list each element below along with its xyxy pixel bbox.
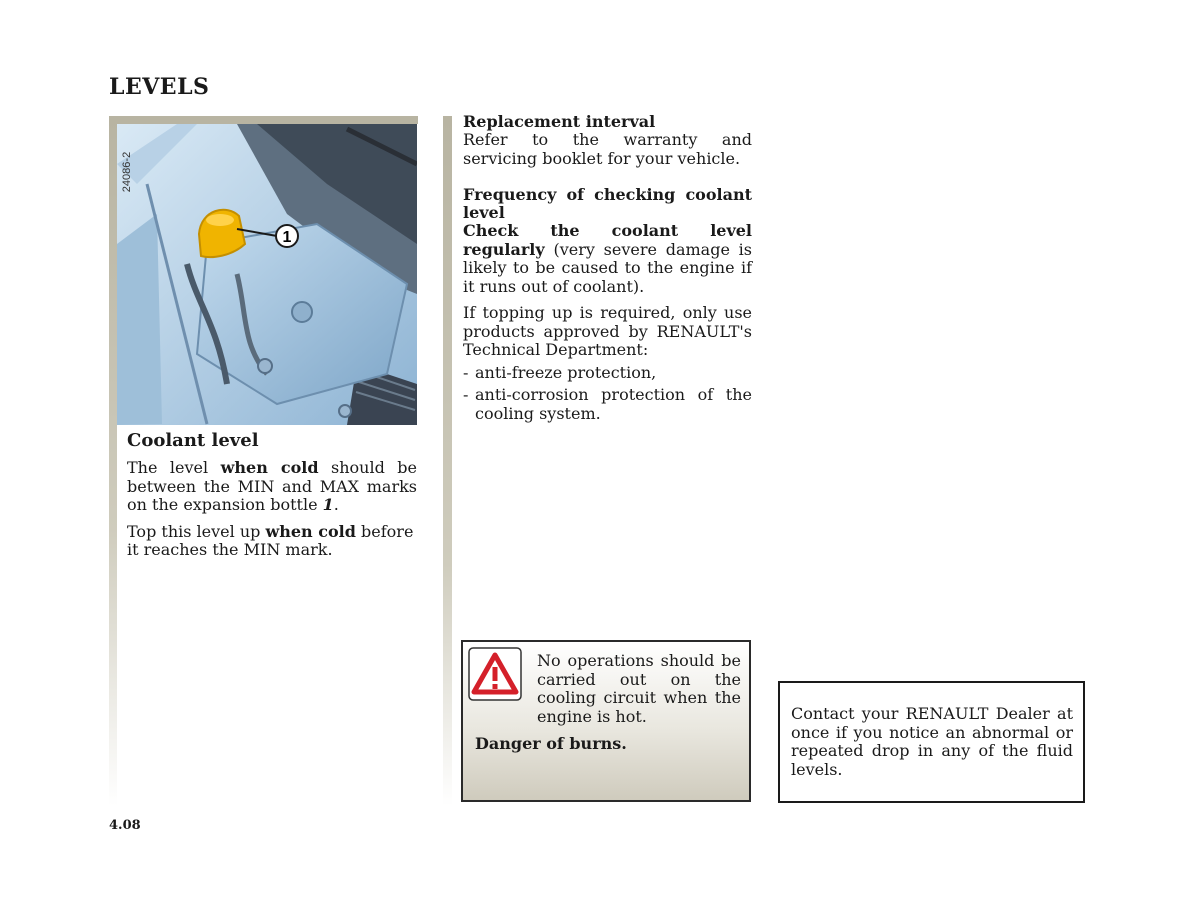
- middle-column-bar: [443, 116, 452, 806]
- page-title: LEVELS: [109, 74, 210, 100]
- text-span: before it reaches the MIN mark.: [127, 521, 414, 559]
- text-bold: when cold: [220, 458, 319, 477]
- callout-number: 1: [282, 229, 292, 246]
- engine-bay-illustration: [117, 124, 417, 425]
- list-item-text: anti-corrosion protection of the cooling system.: [475, 385, 752, 423]
- page-number: 4.08: [109, 818, 141, 833]
- list-item-text: anti-freeze protection,: [475, 362, 657, 382]
- coolant-info-section: [463, 113, 752, 427]
- text-span: Top this level up: [127, 521, 266, 541]
- warning-triangle-icon: [468, 647, 522, 701]
- frequency-paragraph: [463, 222, 752, 296]
- coolant-level-heading: Coolant level: [127, 430, 259, 451]
- frequency-heading: Frequency of checking coolant level: [463, 185, 752, 222]
- figure-code: 24086-2: [121, 151, 133, 193]
- text-bold: when cold: [265, 521, 356, 541]
- left-column-bar: [109, 116, 117, 806]
- topping-paragraph: If topping up is required, only use products approved by RENAULT's Technical Department:: [463, 303, 752, 359]
- text-span: (very severe damage is likely to be caused to the engine if it runs out of coolant).: [463, 239, 752, 296]
- top-up-paragraph: [127, 523, 417, 560]
- protection-list: [463, 364, 752, 424]
- replacement-heading: Replacement interval: [463, 112, 656, 131]
- text-bold: Check the coolant level regularly: [463, 221, 752, 259]
- notice-text: Contact your RENAULT Dealer at once if you notice an abnormal or repeated drop in any of the fluid levels.: [791, 704, 1073, 779]
- replacement-text: Refer to the warranty and servicing booklet for your vehicle.: [463, 130, 752, 168]
- list-item: - anti-freeze protection,: [463, 362, 657, 382]
- list-item: - anti-corrosion protection of the cooling system.: [463, 385, 752, 423]
- coolant-level-paragraph: [127, 459, 417, 515]
- warning-box: [461, 640, 751, 802]
- text-span: .: [333, 495, 339, 514]
- coolant-level-section: [127, 430, 417, 568]
- photo-top-bar: [109, 116, 418, 124]
- warning-danger-text: Danger of burns.: [475, 734, 627, 753]
- bottle-reference: 1: [322, 495, 334, 514]
- warning-text: No operations should be carried out on the cooling circuit when the engine is hot.: [537, 651, 741, 726]
- text-span: The level: [127, 458, 221, 477]
- notice-box: [778, 681, 1085, 803]
- text-span: should be between the MIN and MAX marks on the expansion bottle: [127, 458, 418, 514]
